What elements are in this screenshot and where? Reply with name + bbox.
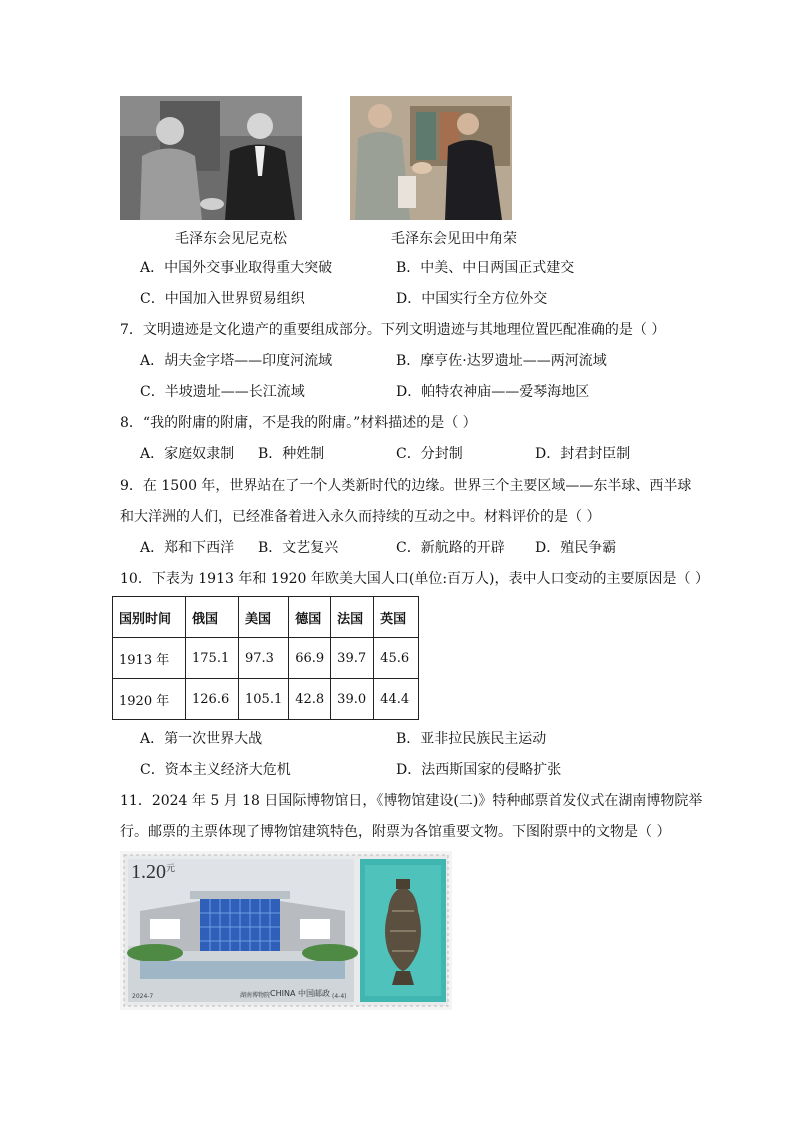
q6-option-a: A．中国外交事业取得重大突破 (140, 260, 333, 276)
stamp-year-code: 2024-7 (132, 993, 154, 1000)
table-cell: 42.8 (289, 679, 331, 720)
q9-option-a: A．郑和下西洋 (140, 540, 235, 556)
q9-stem-line1: 9．在 1500 年，世界站在了一个人类新时代的边缘。世界三个主要区域——东半球、西半球 (120, 478, 692, 494)
table-cell: 1920 年 (113, 679, 186, 720)
table-cell: 97.3 (239, 638, 289, 679)
q7-option-c: C．半坡遗址——长江流域 (140, 384, 305, 400)
table-cell: 126.6 (186, 679, 239, 720)
stamp-museum-name: 湖南博物院 (240, 992, 271, 999)
museum-stamp (120, 851, 452, 1010)
stamp-country: CHINA 中国邮政 (270, 989, 330, 998)
photo-mao-tanaka (350, 96, 512, 220)
photo-mao-nixon (120, 96, 302, 220)
q9-stem-line2: 和大洋洲的人们，已经准备着进入永久而持续的互动之中。材料评价的是（ ） (120, 509, 601, 525)
q8-option-a: A．家庭奴隶制 (140, 446, 235, 462)
table-header-row (113, 597, 419, 638)
q10-option-b: B．亚非拉民族民主运动 (396, 731, 547, 747)
q9-option-b: B．文艺复兴 (258, 540, 339, 556)
table-cell: 45.6 (374, 638, 419, 679)
q7-stem: 7．文明遗迹是文化遗产的重要组成部分。下列文明遗迹与其地理位置匹配准确的是（ ） (120, 322, 666, 338)
q7-option-d: D．帕特农神庙——爱琴海地区 (396, 384, 590, 400)
q8-option-c: C．分封制 (396, 446, 463, 462)
table-row (113, 638, 419, 679)
q6-option-c: C．中国加入世界贸易组织 (140, 291, 305, 307)
q11-stem-line1: 11．2024 年 5 月 18 日国际博物馆日，《博物馆建设(二)》特种邮票首发仪式在湖南博物院举 (120, 793, 703, 809)
table-header-cell: 英国 (374, 597, 419, 638)
q9-option-c: C．新航路的开辟 (396, 540, 505, 556)
stamp-currency-mark: 元 (166, 863, 176, 873)
stamp-serial: (4-4) (332, 993, 347, 1000)
stamp-denomination (131, 861, 175, 884)
q8-option-b: B．种姓制 (258, 446, 325, 462)
q9-option-d: D．殖民争霸 (535, 540, 617, 556)
q11-stem-line2: 行。邮票的主票体现了博物馆建筑特色，附票为各馆重要文物。下图附票中的文物是（ ） (120, 824, 671, 840)
photo-caption-left: 毛泽东会见尼克松 (175, 231, 287, 247)
table-cell: 105.1 (239, 679, 289, 720)
q8-option-d: D．封君封臣制 (535, 446, 631, 462)
table-cell: 1913 年 (113, 638, 186, 679)
population-table (112, 596, 419, 720)
q6-option-b: B．中美、中日两国正式建交 (396, 260, 575, 276)
table-header-cell: 德国 (289, 597, 331, 638)
q10-option-d: D．法西斯国家的侵略扩张 (396, 762, 562, 778)
q8-stem: 8．“我的附庸的附庸，不是我的附庸。”材料描述的是（ ） (120, 415, 477, 431)
table-cell: 39.0 (331, 679, 374, 720)
table-cell: 39.7 (331, 638, 374, 679)
stamp-denomination-value: 1.20 (131, 861, 166, 883)
q7-option-b: B．摩亨佐·达罗遗址——两河流域 (396, 353, 607, 369)
table-row (113, 679, 419, 720)
table-header-cell: 美国 (239, 597, 289, 638)
q10-option-a: A．第一次世界大战 (140, 731, 263, 747)
table-header-cell: 法国 (331, 597, 374, 638)
q10-option-c: C．资本主义经济大危机 (140, 762, 291, 778)
table-header-cell: 国别时间 (113, 597, 186, 638)
photo-caption-right: 毛泽东会见田中角荣 (391, 231, 517, 247)
q10-stem: 10．下表为 1913 年和 1920 年欧美大国人口(单位:百万人)，表中人口变动的主要原因是（ ） (120, 571, 709, 587)
table-cell: 175.1 (186, 638, 239, 679)
table-cell: 44.4 (374, 679, 419, 720)
q6-option-d: D．中国实行全方位外交 (396, 291, 548, 307)
q7-option-a: A．胡夫金字塔——印度河流域 (140, 353, 333, 369)
table-cell: 66.9 (289, 638, 331, 679)
table-header-cell: 俄国 (186, 597, 239, 638)
